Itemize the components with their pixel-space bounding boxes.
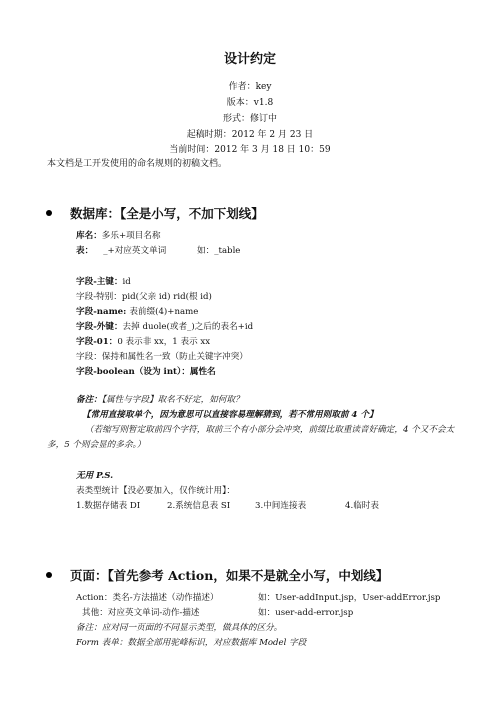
- db-note-label: 备注：: [76, 395, 102, 405]
- page-form-note: Form 表单：数据全部用驼峰标识，对应数据库 Model 字段: [76, 638, 307, 648]
- form-line: 形式：修订中: [222, 114, 277, 124]
- ps-item-3: 3.中间连接表: [255, 501, 307, 511]
- db-pk-line: [76, 275, 131, 287]
- db-f01-label: 字段-01：: [76, 337, 118, 347]
- db-lib-line: [76, 229, 161, 241]
- ps-line: 表类型统计【没必要加入，仅作统计用】：: [76, 486, 235, 496]
- db-pk-label: 字段-主键：: [76, 277, 123, 287]
- intro-text: 本文档是工开发使用的命名规则的初稿文档。: [47, 159, 228, 169]
- ps-title: 无用 P.S.: [76, 471, 114, 481]
- db-name-label: 字段-name:: [76, 307, 127, 317]
- db-f01-line: [76, 335, 210, 347]
- db-name-value: 表前缀(4)+name: [129, 307, 199, 317]
- bullet-icon: [46, 210, 52, 216]
- db-note-text: 【属性与字段】取名不好定，如何取？: [101, 395, 244, 405]
- page-note: 备注：应对同一页面的不同显示类型，做具体的区分。: [76, 623, 283, 633]
- page-action-rule: Action：类名-方法描述（动作描述）: [76, 593, 219, 603]
- db-note-line2: 【常用直接取单个，因为意思可以直接容易理解猜到，若不常用则取前 4 个】: [82, 410, 378, 420]
- db-fk-line: [76, 320, 253, 332]
- version-line: 版本：v1.8: [226, 98, 274, 108]
- page-other-example: 如：user-add-error.jsp: [258, 608, 354, 618]
- db-note-line3: （若缩写则暂定取前四个字符，取前三个有小部分会冲突，前缀比取重读音好确定，4 个又不会太多，5 个则会显的多余。）: [47, 425, 455, 450]
- draft-time-line: 起稿时期：2012 年 2 月 23 日: [186, 130, 314, 140]
- ps-item-1: 1.数据存储表 DI: [76, 501, 141, 511]
- db-bool-line: 字段-boolean（设为 int）：属性名: [76, 367, 216, 377]
- db-same-line: 字段：保持和属性名一致（防止关键字冲突）: [76, 352, 248, 362]
- db-pk-value: id: [122, 277, 131, 287]
- db-fk-value: 去掉 duole(或者_)之后的表名+id: [122, 322, 254, 332]
- db-note-line: [76, 393, 244, 405]
- db-f01-value: 0 表示非 xx，1 表示 xx: [117, 337, 211, 347]
- ps-item-4: 4.临时表: [345, 501, 379, 511]
- ps-item-2: 2.系统信息表 SI: [167, 501, 231, 511]
- author-line: 作者：key: [228, 82, 272, 92]
- db-name-line: [76, 305, 198, 317]
- page-title: 设计约定: [223, 52, 276, 67]
- db-fk-label: 字段-外键：: [76, 322, 123, 332]
- section-heading-database: [46, 204, 264, 222]
- current-time-line: 当前时间：2012 年 3 月 18 日 10：59: [169, 145, 331, 155]
- db-lib-value: 多乐+项目名称: [101, 231, 161, 241]
- db-table-value: _+对应英文单词: [103, 246, 167, 256]
- section-heading-text: 页面：【首先参考 Action，如果不是就全小写，中划线】: [70, 568, 389, 583]
- bullet-icon: [46, 572, 52, 578]
- page-action-example: 如：User-addInput.jsp，User-addError.jsp: [258, 593, 441, 603]
- section-heading-text: 数据库：【全是小写，不加下划线】: [70, 206, 264, 221]
- db-lib-label: 库名：: [76, 231, 102, 241]
- db-table-label: 表：: [76, 246, 94, 256]
- db-table-example: 如：_table: [197, 246, 241, 256]
- db-table-line: [76, 244, 166, 256]
- section-heading-page: [46, 566, 388, 584]
- page-other-rule: 其他：对应英文单词-动作-描述: [82, 608, 200, 618]
- db-special-line: 字段-特别：pid(父亲 id) rid(根 id): [76, 292, 212, 302]
